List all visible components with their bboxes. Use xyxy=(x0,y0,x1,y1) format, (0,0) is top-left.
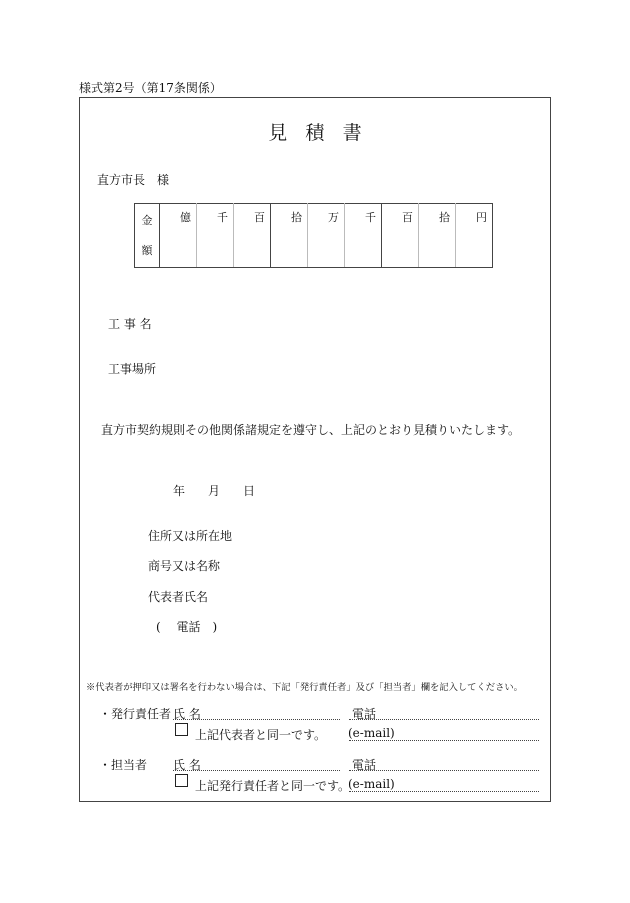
document-title xyxy=(0,118,630,145)
phone-label: ( 電話 ) xyxy=(156,620,218,634)
work-location-label: 工事場所 xyxy=(108,362,157,376)
statement-text: 直方市契約規則その他関係諸規定を遵守し、上記のとおり見積りいたします。 xyxy=(101,423,521,437)
issuer-checkbox-label: 上記代表者と同一です。 xyxy=(195,728,327,742)
amount-label-char-1: 金 xyxy=(141,213,153,227)
amount-digit-hyaku[interactable]: 百 xyxy=(382,204,419,268)
issuer-email-line[interactable] xyxy=(349,740,539,741)
contact-name-label: 氏 名 xyxy=(173,758,201,772)
amount-digit-sen-man[interactable]: 千 xyxy=(197,204,234,268)
amount-digit-sen[interactable]: 千 xyxy=(345,204,382,268)
issuer-same-checkbox[interactable] xyxy=(175,723,188,736)
trade-name-label: 商号又は名称 xyxy=(148,559,221,573)
amount-digit-hyaku-man[interactable]: 百 xyxy=(234,204,271,268)
contact-same-checkbox[interactable] xyxy=(175,774,188,787)
notice-text: ※代表者が押印又は署名を行わない場合は、下記「発行責任者」及び「担当者」欄を記入してください。 xyxy=(86,682,523,693)
contact-heading: ・担当者 xyxy=(99,758,148,772)
issuer-name-label: 氏 名 xyxy=(173,707,201,721)
amount-digit-ju[interactable]: 拾 xyxy=(419,204,456,268)
amount-digit-man[interactable]: 万 xyxy=(308,204,345,268)
amount-label xyxy=(135,204,160,268)
issuer-email-label: (e-mail) xyxy=(348,726,395,740)
issuer-phone-label: 電話 xyxy=(352,707,377,721)
contact-phone-label: 電話 xyxy=(352,758,377,772)
issuer-heading: ・発行責任者 xyxy=(99,707,172,721)
amount-digit-ju-man[interactable]: 拾 xyxy=(271,204,308,268)
date-month: 月 xyxy=(208,484,221,498)
amount-digit-en[interactable]: 円 xyxy=(456,204,493,268)
contact-email-label: (e-mail) xyxy=(348,777,395,791)
issuer-phone-line[interactable] xyxy=(349,719,539,720)
contact-name-line[interactable] xyxy=(173,770,340,771)
work-name-label: 工 事 名 xyxy=(108,317,152,331)
contact-phone-line[interactable] xyxy=(349,770,539,771)
title-char-2: 積 xyxy=(305,122,325,144)
title-char-1: 見 xyxy=(268,122,288,144)
representative-label: 代表者氏名 xyxy=(148,590,209,604)
contact-email-line[interactable] xyxy=(349,791,539,792)
amount-label-char-2: 額 xyxy=(141,243,153,257)
date-day: 日 xyxy=(243,484,256,498)
amount-digit-oku[interactable]: 億 xyxy=(160,204,197,268)
date-year: 年 xyxy=(173,484,186,498)
issuer-name-line[interactable] xyxy=(173,719,340,720)
amount-table xyxy=(134,203,493,268)
recipient: 直方市長 様 xyxy=(97,173,170,187)
form-number-label: 様式第2号（第17条関係） xyxy=(79,81,222,95)
contact-checkbox-label: 上記発行責任者と同一です。 xyxy=(195,779,351,793)
title-char-3: 書 xyxy=(342,122,362,144)
address-label: 住所又は所在地 xyxy=(148,529,233,543)
